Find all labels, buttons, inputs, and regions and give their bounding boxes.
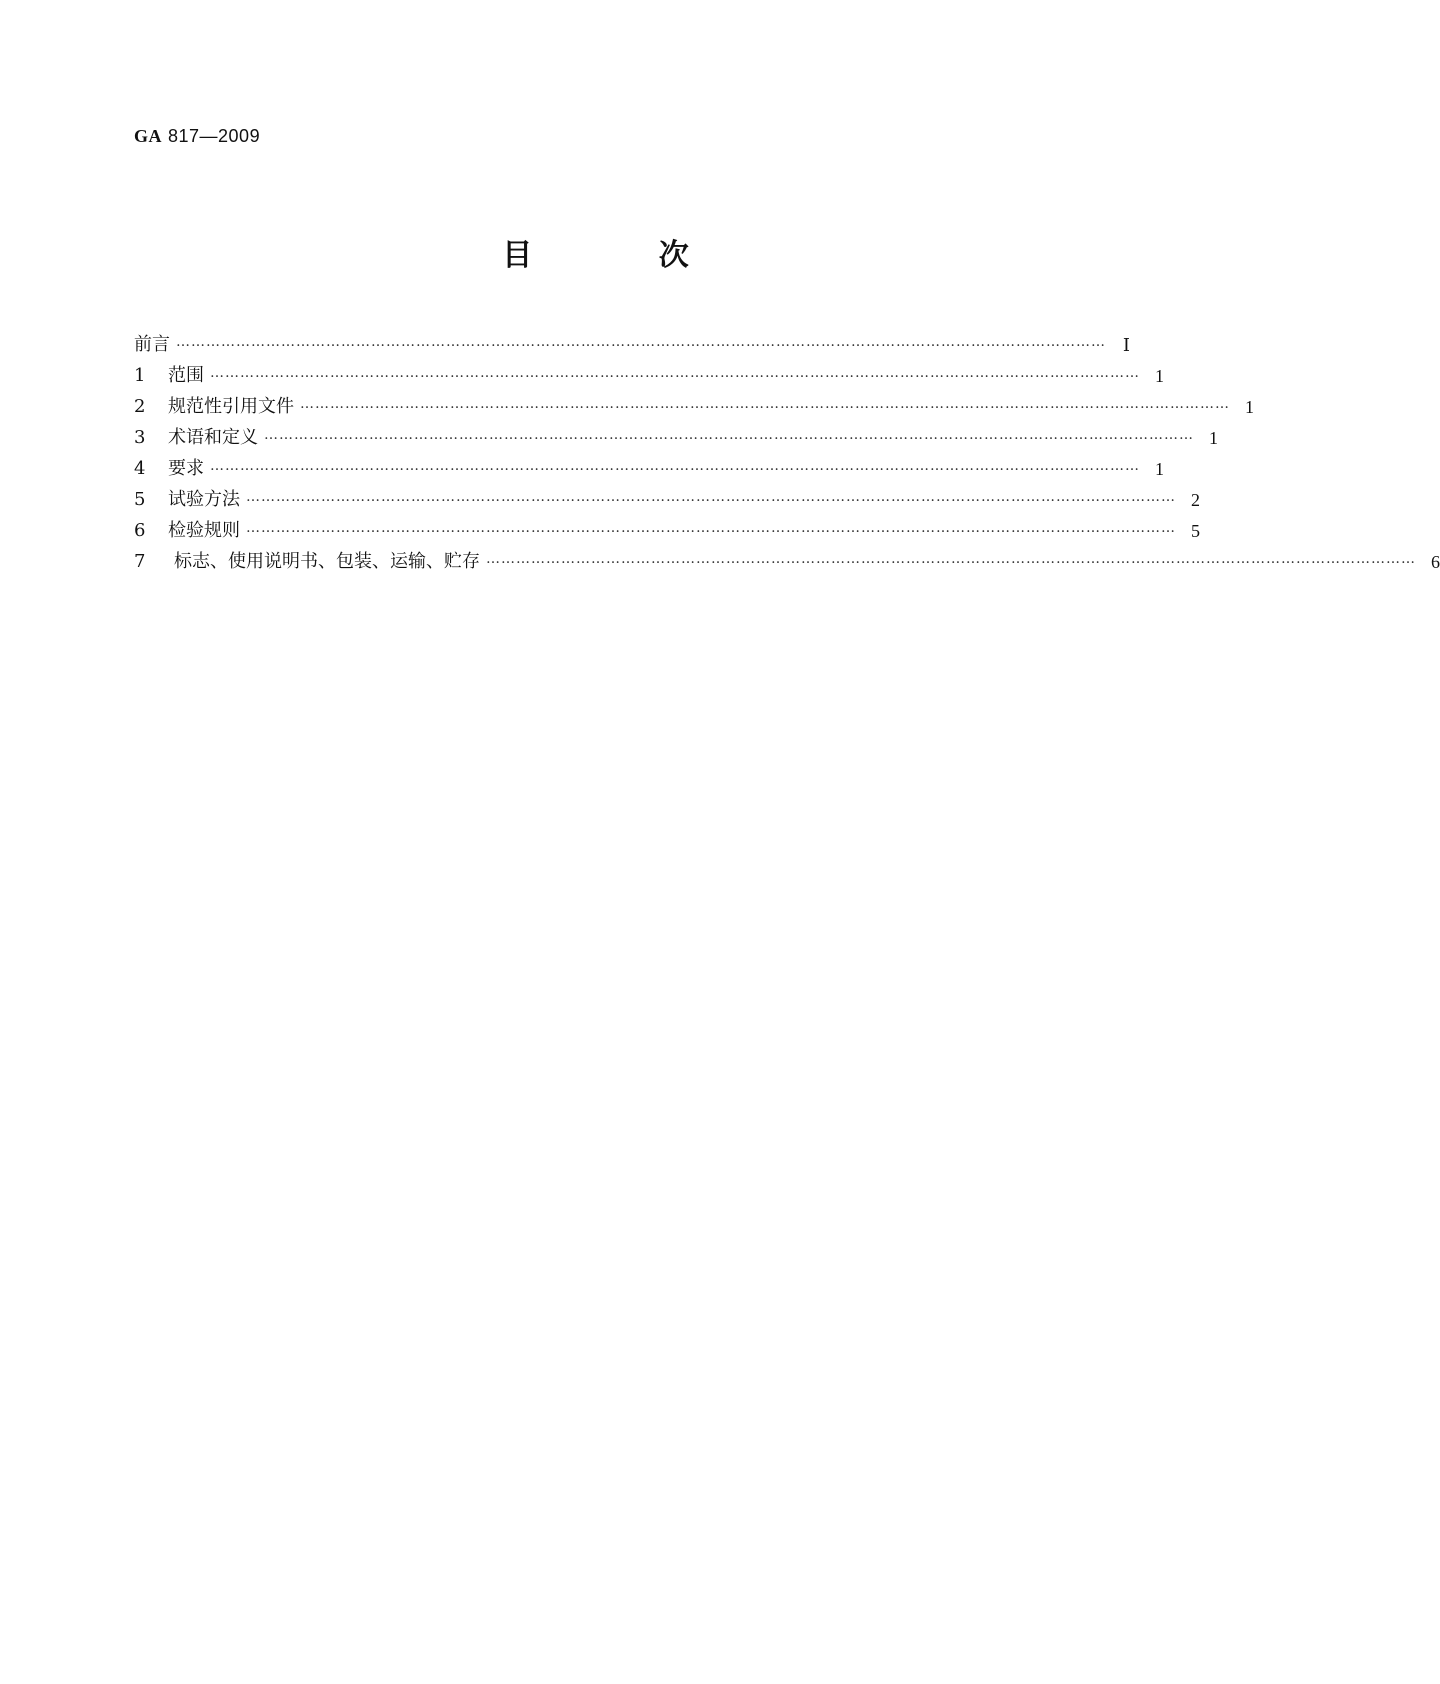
toc-leader: ……………………………………………………………………………………………………………………………………………………………………: [264, 427, 1194, 443]
toc-entry-page: 1: [1155, 459, 1164, 479]
standard-number: 817—2009: [168, 126, 261, 146]
page-title: 目 次: [502, 238, 747, 273]
toc-entry-terms-definitions[interactable]: [134, 419, 1218, 450]
toc-entry-page: 1: [1155, 366, 1164, 386]
toc-entry-label: 标志、使用说明书、包装、运输、贮存: [174, 551, 480, 572]
toc-entry-foreword[interactable]: [134, 326, 1130, 357]
toc-entry-scope[interactable]: [134, 357, 1164, 388]
toc-entry-label: 检验规则: [168, 520, 240, 541]
toc-entry-page: 6: [1431, 552, 1440, 572]
table-of-contents: [134, 326, 1440, 574]
toc-leader: ……………………………………………………………………………………………………………………………………………………………………: [246, 489, 1176, 505]
toc-entry-page: 5: [1191, 521, 1200, 541]
toc-entry-label: 试验方法: [168, 489, 240, 510]
toc-entry-label: 规范性引用文件: [168, 396, 294, 417]
toc-entry-label: 前言: [134, 334, 170, 355]
toc-entry-number: 5: [134, 489, 146, 510]
toc-entry-number: 6: [134, 520, 146, 541]
toc-entry-label: 术语和定义: [168, 427, 258, 448]
toc-leader: ……………………………………………………………………………………………………………………………………………………………………: [210, 458, 1140, 474]
toc-entry-label: 范围: [168, 365, 204, 386]
toc-entry-number: 7: [134, 551, 146, 572]
document-header: [134, 126, 260, 147]
toc-leader: ……………………………………………………………………………………………………………………………………………………………………: [176, 334, 1106, 350]
standard-code: GA: [134, 126, 162, 146]
toc-entry-label: 要求: [168, 458, 204, 479]
toc-entry-number: 4: [134, 458, 146, 479]
toc-entry-requirements[interactable]: [134, 450, 1164, 481]
toc-entry-test-methods[interactable]: [134, 481, 1200, 512]
toc-entry-page: 1: [1209, 428, 1218, 448]
toc-entry-marking-packaging[interactable]: [134, 543, 1440, 574]
toc-entry-page: 2: [1191, 490, 1200, 510]
toc-leader: ……………………………………………………………………………………………………………………………………………………………………: [300, 396, 1230, 412]
toc-entry-page: Ⅰ: [1122, 335, 1130, 355]
toc-entry-number: 3: [134, 427, 146, 448]
toc-leader: ……………………………………………………………………………………………………………………………………………………………………: [246, 520, 1176, 536]
toc-entry-inspection-rules[interactable]: [134, 512, 1200, 543]
toc-entry-normative-references[interactable]: [134, 388, 1254, 419]
toc-leader: ……………………………………………………………………………………………………………………………………………………………………: [486, 551, 1416, 567]
toc-entry-page: 1: [1245, 397, 1254, 417]
toc-entry-number: 2: [134, 396, 146, 417]
toc-entry-number: 1: [134, 365, 146, 386]
toc-leader: ……………………………………………………………………………………………………………………………………………………………………: [210, 365, 1140, 381]
